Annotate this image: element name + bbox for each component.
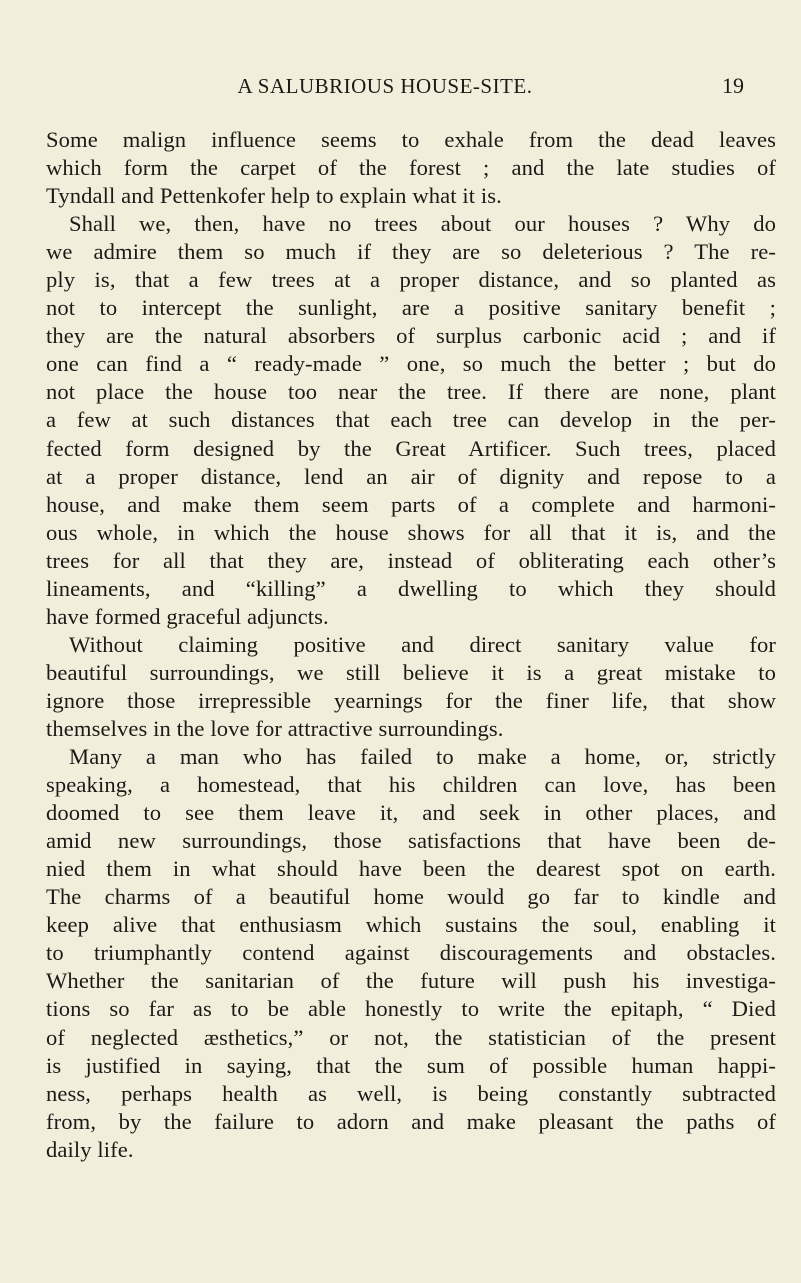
text-line: have formed graceful adjuncts. (46, 603, 329, 629)
text-line: nied them in what should have been the dearest spot on earth. (46, 856, 776, 882)
text-line: Some malign influence seems to exhale from the dead leaves (46, 127, 776, 152)
page-number: 19 (722, 73, 744, 98)
text-line: Whether the sanitarian of the future will push his investiga- (46, 968, 776, 994)
text-line: which form the carpet of the forest ; and the late studies of (46, 155, 776, 181)
text-line: is justified in saying, that the sum of possible human happi- (46, 1052, 776, 1078)
text-line: not to intercept the sunlight, are a positive sanitary benefit ; (46, 295, 776, 321)
text-line: we admire them so much if they are so deleterious ? The re- (46, 239, 776, 265)
text-line: house, and make them seem parts of a complete and harmoni- (46, 491, 776, 517)
text-line: ignore those irrepressible yearnings for the finer life, that show (46, 687, 776, 713)
text-line: beautiful surroundings, we still believe it is a great mistake to (46, 659, 776, 685)
text-line: daily life. (46, 1136, 134, 1162)
running-title: A SALUBRIOUS HOUSE-SITE. (237, 74, 533, 98)
text-line: Many a man who has failed to make a home, or, strictly (69, 744, 776, 770)
text-line: amid new surroundings, those satisfactions that have been de- (46, 828, 776, 854)
text-line: keep alive that enthusiasm which sustains the soul, enabling it (46, 912, 776, 938)
text-line: of neglected æsthetics,” or not, the statistician of the present (46, 1024, 776, 1050)
text-line: fected form designed by the Great Artificer. Such trees, placed (46, 435, 776, 461)
text-line: Without claiming positive and direct sanitary value for (69, 631, 776, 657)
text-line: they are the natural absorbers of surplus carbonic acid ; and if (46, 323, 776, 349)
text-line: ply is, that a few trees at a proper distance, and so planted as (46, 267, 776, 293)
text-line: not place the house too near the tree. If there are none, plant (46, 379, 776, 405)
text-line: to triumphantly contend against discouragements and obstacles. (46, 940, 776, 966)
text-line: Tyndall and Pettenkofer help to explain what it is. (46, 183, 502, 209)
text-line: trees for all that they are, instead of obliterating each other’s (46, 547, 776, 573)
text-line: tions so far as to be able honestly to write the epitaph, “ Died (46, 996, 776, 1022)
text-line: doomed to see them leave it, and seek in other places, and (46, 800, 776, 826)
text-line: one can find a “ ready-made ” one, so much the better ; but do (46, 351, 776, 377)
text-line: ness, perhaps health as well, is being constantly subtracted (46, 1080, 776, 1106)
text-line: lineaments, and “killing” a dwelling to which they should (46, 575, 776, 601)
text-line: themselves in the love for attractive surroundings. (46, 715, 504, 741)
text-line: The charms of a beautiful home would go far to kindle and (46, 884, 776, 910)
text-line: speaking, a homestead, that his children can love, has been (46, 772, 776, 798)
text-line: from, by the failure to adorn and make pleasant the paths of (46, 1108, 776, 1134)
text-line: ous whole, in which the house shows for all that it is, and the (46, 519, 776, 545)
body-text (46, 126, 776, 1164)
text-line: at a proper distance, lend an air of dignity and repose to a (46, 463, 776, 489)
text-line: Shall we, then, have no trees about our houses ? Why do (69, 211, 776, 237)
text-line: a few at such distances that each tree can develop in the per- (46, 407, 776, 433)
